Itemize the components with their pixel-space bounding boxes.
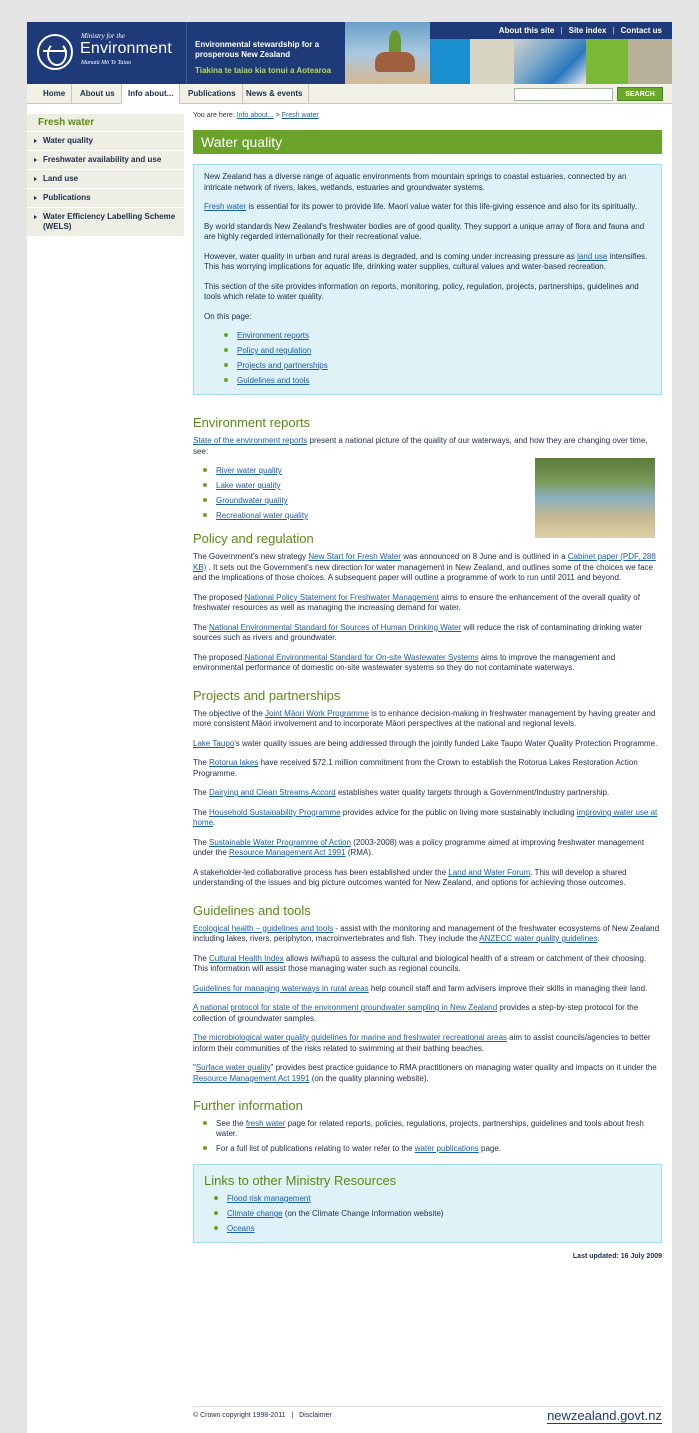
main-content — [193, 112, 662, 1260]
seedling-hands-image — [345, 22, 430, 84]
breadcrumb-fresh-water[interactable]: Fresh water — [281, 112, 319, 119]
page — [27, 22, 672, 1433]
recreational-water-quality-link[interactable]: Recreational water quality — [216, 511, 309, 520]
sidebar-item-land-use[interactable]: Land use — [27, 170, 184, 189]
section-paragraph: The Dairying and Clean Streams Accord establishes water quality targets through a Government/Industry partnership. — [193, 788, 610, 797]
nes-drinking-water-link[interactable]: National Environmental Standard for Sources of Human Drinking Water — [209, 622, 462, 632]
search-button[interactable]: SEARCH — [617, 87, 663, 101]
rma-link[interactable]: Resource Management Act 1991 — [193, 1073, 310, 1083]
section-paragraph: The Cultural Health Index allows iwi/hapū to assess the cultural and biological health of a stream or catchment of their choosing. This information will assist those managing water such as regional councils. — [193, 953, 647, 973]
section-paragraph: The Rotorua lakes have received $72.1 million commitment from the Crown to establish the Rotorua Lakes Restoration Action Programme. — [193, 758, 638, 778]
section-paragraph: Guidelines for managing waterways in rural areas help council staff and farm advisers improve their skills in managing their land. — [193, 983, 648, 993]
rotorua-lakes-link[interactable]: Rotorua lakes — [209, 758, 259, 767]
resources-list — [214, 1194, 651, 1234]
list-item — [214, 1224, 651, 1234]
breadcrumb-separator: > — [275, 112, 280, 119]
fern-logo-icon — [37, 34, 73, 70]
fresh-water-link[interactable]: Fresh water — [204, 202, 247, 211]
household-sustainability-link[interactable]: Household Sustainability Programme — [209, 807, 341, 817]
section-paragraph: The proposed National Policy Statement for Freshwater Management aims to ensure the enhancement of the overall quality of freshwater resources as well as managing the increasing demand for water. — [193, 592, 640, 612]
fresh-water-page-link[interactable]: fresh water — [245, 1119, 286, 1128]
section-paragraph: State of the environment reports present a national picture of the quality of our waterways, and how they are changing over time, see: — [193, 436, 648, 456]
projects-partnerships-heading: Projects and partnerships — [193, 687, 341, 703]
footer — [193, 1406, 662, 1428]
intro-box — [193, 164, 662, 395]
list-item — [203, 496, 662, 506]
header-image-green — [586, 39, 628, 84]
list-item: Climate change (on the Climate Change Information website) — [214, 1209, 651, 1219]
toc-projects-partnerships[interactable]: Projects and partnerships — [237, 361, 328, 370]
list-item — [203, 466, 662, 476]
list-item — [203, 511, 662, 521]
list-item — [203, 481, 662, 491]
header-image-grey — [628, 39, 672, 84]
toc-environment-reports[interactable]: Environment reports — [237, 331, 310, 340]
further-info-list — [203, 1119, 662, 1154]
section-paragraph: A national protocol for state of the environment groundwater sampling in New Zealand provides a step-by-step protocol for the collection of groundwater samples. — [193, 1003, 639, 1023]
breadcrumb — [193, 112, 662, 124]
nps-freshwater-link[interactable]: National Policy Statement for Freshwater Management — [244, 592, 439, 602]
sidebar — [27, 114, 184, 237]
surface-water-quality-link[interactable]: Surface water quality — [195, 1063, 271, 1072]
river-water-quality-link[interactable]: River water quality — [216, 466, 282, 475]
rural-waterways-link[interactable]: Guidelines for managing waterways in rural areas — [193, 983, 369, 993]
last-updated: Last updated: 16 July 2009 — [572, 1253, 662, 1260]
environment-reports-heading: Environment reports — [193, 415, 311, 430]
toc-list — [224, 331, 651, 386]
sidebar-item-freshwater-availability[interactable]: Freshwater availability and use — [27, 151, 184, 170]
dairying-accord-link[interactable]: Dairying and Clean Streams Accord — [209, 788, 336, 797]
copyright: © Crown copyright 1998-2011 — [193, 1412, 286, 1419]
section-paragraph: The microbiological water quality guidelines for marine and freshwater recreational areas aim to assist councils/agencies to better inform their communities of the risks related to swimming at their bathing beaches. — [193, 1033, 651, 1053]
toc-guidelines-tools[interactable]: Guidelines and tools — [237, 376, 310, 385]
section-paragraph: The proposed National Environmental Standard for On-site Wastewater Systems aims to improve the management and environmental performance of domestic on-site wastewater systems so they do not contaminate waterways. — [193, 652, 616, 672]
cabinet-paper-link[interactable]: Cabinet paper (PDF, 288 KB) — [193, 552, 656, 572]
new-start-link[interactable]: New Start for Fresh Water — [308, 552, 401, 561]
state-of-environment-link[interactable]: State of the environment reports — [193, 436, 308, 445]
water-publications-link[interactable]: water publications — [414, 1144, 479, 1153]
list-item: For a full list of publications relating to water refer to the water publications page. — [203, 1144, 662, 1154]
section-paragraph: A stakeholder-led collaborative process has been established under the Land and Water Forum. This will develop a shared understanding of the issues and big picture outcomes wanted for New Zealand, and options for achieving those outcomes. — [193, 867, 627, 887]
site-header — [27, 22, 672, 84]
sustainable-water-programme-link[interactable]: Sustainable Water Programme of Action — [209, 837, 352, 847]
section-paragraph: Lake Taupo's water quality issues are being addressed through the jointly funded Lake Taupo Water Quality Protection Programme. — [193, 738, 658, 748]
section-paragraph: Ecological health – guidelines and tools - assist with the monitoring and management of the freshwater ecosystems of New Zealand including lakes, rivers, periphyton, macroinvertebrates and fish. They include the ANZECC water quality guidelines. — [193, 923, 660, 943]
toc-policy-regulation[interactable]: Policy and regulation — [237, 346, 312, 355]
land-water-forum-link[interactable]: Land and Water Forum — [448, 867, 531, 877]
microbiological-guidelines-link[interactable]: The microbiological water quality guidelines for marine and freshwater recreational areas — [193, 1033, 507, 1042]
search-input[interactable] — [514, 88, 613, 101]
logo-environment-text: Environment — [80, 40, 173, 57]
top-links: About this site | Site index | Contact us — [498, 26, 662, 35]
section-paragraph: The National Environmental Standard for Sources of Human Drinking Water will reduce the risk of contaminating drinking water sources such as rivers and groundwater. — [193, 622, 643, 642]
section-paragraph: The Government's new strategy New Start for Fresh Water was announced on 8 June and is outlined in a Cabinet paper (PDF, 288 KB) . It sets out the Government's new direction for water management in New Zealand, and outlines some of the choices we face and the implications of those choices. A subsequent paper will outline a programme of work to run until 2011 and beyond. — [193, 552, 656, 582]
intro-paragraph: By world standards New Zealand's freshwater bodies are of good quality. They support a unique array of flora and fauna and are highly regarded internationally for their recreational value. — [204, 221, 645, 241]
oceans-link[interactable]: Oceans — [227, 1224, 255, 1233]
further-information-heading: Further information — [193, 1098, 303, 1113]
sidebar-item-wels[interactable]: Water Efficiency Labelling Scheme (WELS) — [27, 208, 184, 237]
environment-reports-section — [193, 436, 662, 521]
ministry-logo[interactable] — [27, 22, 187, 84]
sidebar-title[interactable]: Fresh water — [27, 114, 184, 132]
tagline-maori: Tiakina te taiao kia tonui a Aotearoa — [195, 66, 332, 75]
ecological-health-link[interactable]: Ecological health – guidelines and tools — [193, 923, 334, 933]
sidebar-item-publications[interactable]: Publications — [27, 189, 184, 208]
nes-wastewater-link[interactable]: National Environmental Standard for On-site Wastewater Systems — [244, 652, 479, 662]
cultural-health-index-link[interactable]: Cultural Health Index — [209, 953, 284, 963]
groundwater-protocol-link[interactable]: A national protocol for state of the environment groundwater sampling in New Zealand — [193, 1003, 498, 1012]
header-image-blue — [430, 39, 470, 84]
rma-link[interactable]: Resource Management Act 1991 — [229, 848, 346, 857]
joint-maori-link[interactable]: Joint Māori Work Programme — [265, 708, 369, 718]
lake-water-quality-link[interactable]: Lake water quality — [216, 481, 281, 490]
fuel-nozzle-image — [514, 39, 586, 84]
nzgovt-logo[interactable]: newzealand.govt.nz — [547, 1408, 662, 1423]
guidelines-tools-heading: Guidelines and tools — [193, 902, 311, 918]
nav-news-events[interactable]: News & events — [240, 84, 309, 104]
breadcrumb-info-about[interactable]: Info about... — [236, 112, 274, 119]
footer-text — [193, 1412, 332, 1419]
section-paragraph: "Surface water quality" provides best practice guidance to RMA practitioners on managing water quality and impacts on it under the Resource Management Act 1991 (on the quality planning website). — [193, 1063, 657, 1083]
lake-taupo-link[interactable]: Lake Taupo — [193, 738, 235, 748]
page-title: Water quality — [193, 130, 662, 154]
contact-us-link[interactable]: Contact us — [620, 26, 662, 35]
footer-separator: | — [291, 1412, 294, 1419]
list-item — [224, 346, 651, 356]
logo-maori-text: Manatū Mō Te Taiao — [81, 60, 132, 66]
on-this-page-label: On this page: — [204, 311, 252, 321]
list-item — [224, 376, 651, 386]
section-paragraph: The Household Sustainability Programme provides advice for the public on living more sustainably including improving water use at home. — [193, 807, 658, 827]
policy-regulation-heading: Policy and regulation — [193, 531, 314, 546]
section-paragraph: The Sustainable Water Programme of Action (2003-2008) was a policy programme aimed at improving freshwater management under the Resource Management Act 1991 (RMA). — [193, 837, 645, 857]
nav-publications[interactable]: Publications — [182, 84, 243, 104]
climate-change-link[interactable]: Climate change — [227, 1209, 283, 1218]
anzecc-guidelines-link[interactable]: ANZECC water quality guidelines — [479, 934, 598, 943]
site-index-link[interactable]: Site index — [568, 26, 607, 35]
disclaimer-link[interactable]: Disclaimer — [299, 1412, 332, 1419]
improving-water-use-link[interactable]: improving water use at home — [193, 807, 658, 827]
nav-about-us[interactable]: About us — [74, 84, 122, 104]
list-item — [224, 331, 651, 341]
intro-paragraph: New Zealand has a diverse range of aquatic environments from mountain springs to coastal estuaries, connected by an intricate network of rivers, lakes, wetlands, estuaries and groundwater systems. — [204, 172, 627, 192]
ministry-resources-heading: Links to other Ministry Resources — [204, 1173, 397, 1188]
intro-paragraph: Fresh water is essential for its power to provide life. Maori value water for this life-giving essence and also for its spiritually. — [204, 202, 637, 211]
nav-home[interactable]: Home — [37, 84, 72, 104]
list-item — [224, 361, 651, 371]
intro-paragraph: This section of the site provides information on reports, monitoring, policy, regulation, projects, partnerships, guidelines and tools which relate to water quality. — [204, 281, 639, 301]
section-paragraph: The objective of the Joint Māori Work Programme is to enhance decision-making in freshwater management by having greater and more consistent Māori involvement and to incorporate Māori perspectives at the national and regional levels. — [193, 708, 656, 728]
breadcrumb-prefix: You are here: — [193, 112, 235, 119]
intro-paragraph: However, water quality in urban and rural areas is degraded, and is coming under increasing pressure as land use intensifies. This has worrying implications for aquatic life, drinking water supplies, cultural values and water-based recreation. — [204, 251, 648, 271]
list-item — [214, 1194, 651, 1204]
groundwater-quality-link[interactable]: Groundwater quality — [216, 496, 288, 505]
nav-info-about[interactable]: Info about... — [122, 84, 180, 104]
about-site-link[interactable]: About this site — [498, 26, 555, 35]
list-item: See the fresh water page for related reports, policies, regulations, projects, partnerships, guidelines and tools about fresh water. — [203, 1119, 662, 1139]
tagline: Environmental stewardship for a prosperous New Zealand — [195, 40, 320, 59]
logo-ministry-text: Ministry for the — [81, 32, 125, 40]
sidebar-item-water-quality[interactable]: Water quality — [27, 132, 184, 151]
ministry-resources-box — [193, 1164, 662, 1243]
land-use-link[interactable]: land use — [577, 251, 608, 261]
header-image-beige — [470, 39, 514, 84]
main-nav — [27, 84, 672, 104]
flood-risk-link[interactable]: Flood risk management — [227, 1194, 311, 1203]
